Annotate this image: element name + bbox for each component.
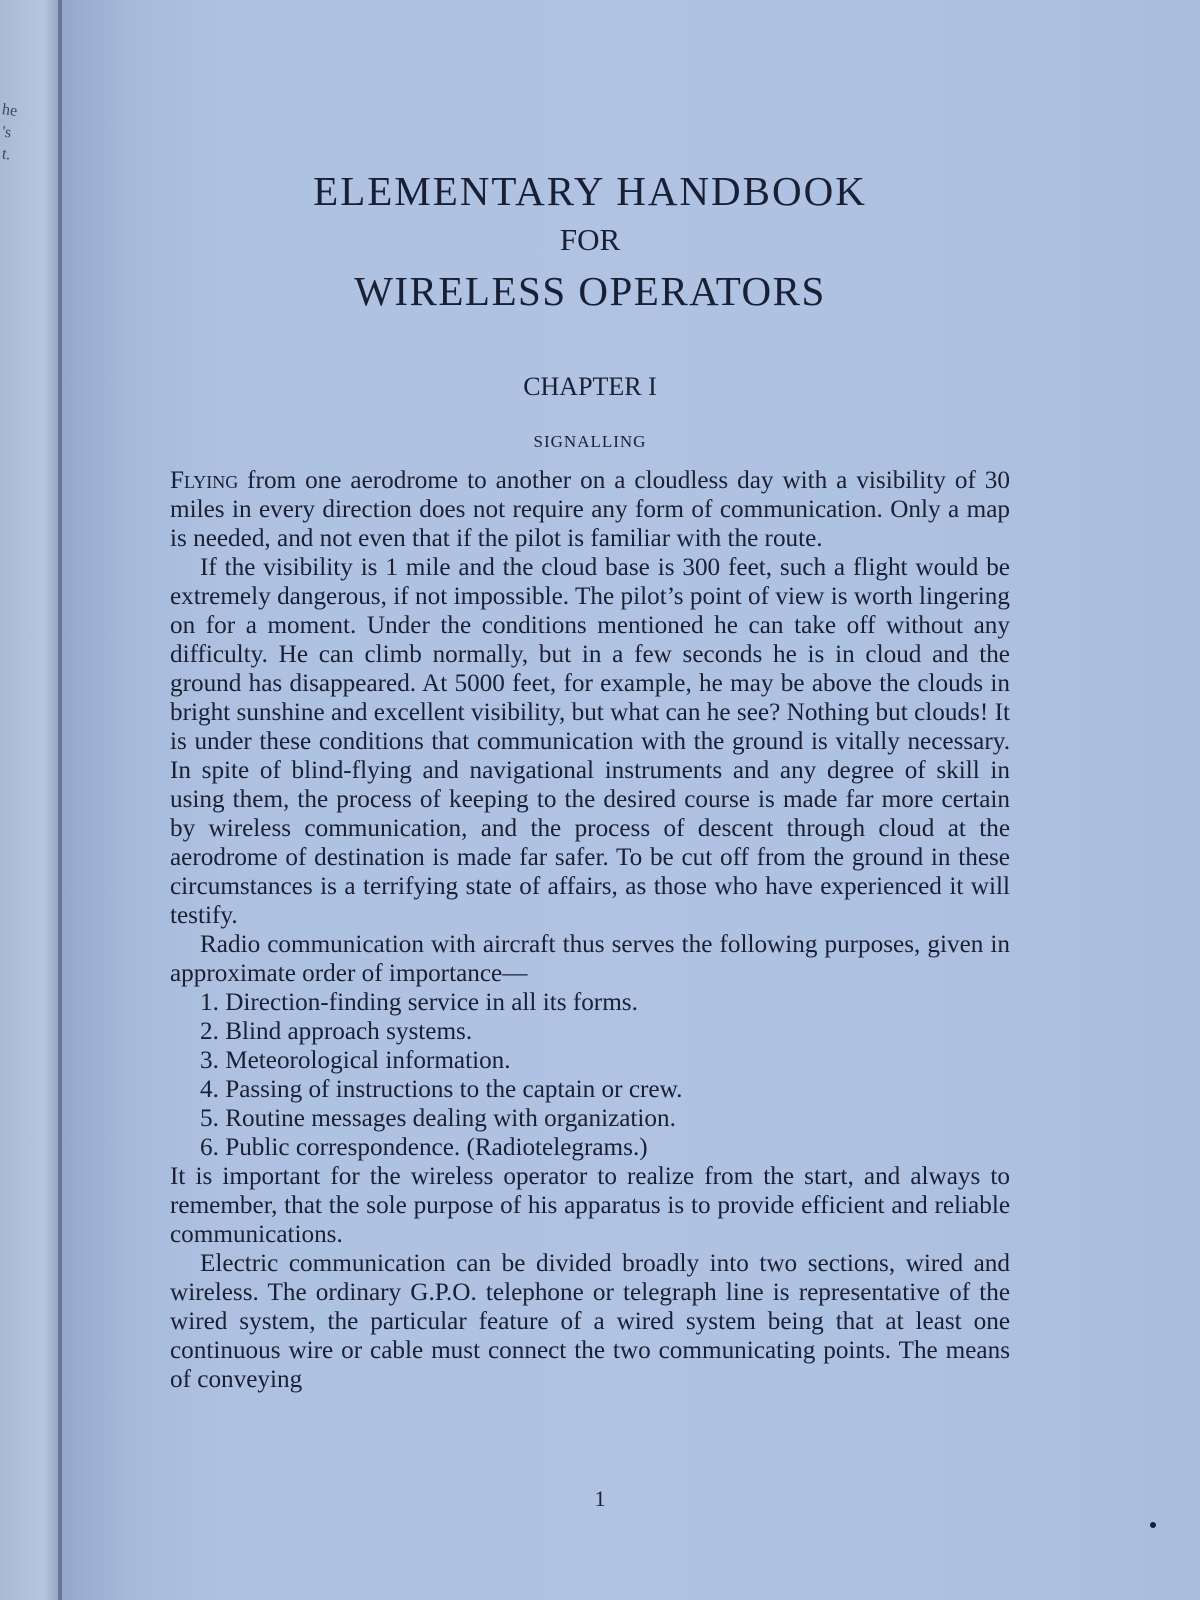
list-item: 2. Blind approach systems.: [200, 1018, 473, 1045]
facing-page-text: he: [0, 101, 19, 120]
paragraph-1-text: from one aerodrome to another on a cloudless day with a visibility of 30 miles in every direction does not require any form of communication. Only a map is needed, and not even that if the pilot is familiar with the route.: [170, 467, 1010, 552]
paragraph-3: Radio communication with aircraft thus serves the following purposes, given in approximate order of importance—: [170, 931, 1010, 987]
purposes-list: [170, 988, 1010, 1162]
body-text: [170, 466, 1010, 1394]
paper-speck: [1150, 1522, 1156, 1528]
paragraph-1: [170, 466, 1010, 553]
facing-page-text: 's: [0, 123, 13, 142]
section-heading: SIGNALLING: [533, 432, 647, 451]
title-line-3: WIRELESS OPERATORS: [354, 268, 826, 314]
list-item: 5. Routine messages dealing with organization.: [200, 1105, 676, 1132]
page-number: 1: [594, 1486, 606, 1511]
book-title: [140, 165, 1040, 317]
chapter-heading: CHAPTER I: [523, 372, 657, 401]
lead-word: Flying: [170, 467, 239, 494]
list-item: 6. Public correspondence. (Radiotelegrams.): [200, 1134, 648, 1161]
title-line-2: FOR: [559, 222, 621, 257]
list-item: 3. Meteorological information.: [200, 1047, 511, 1074]
list-item: 1. Direction-finding service in all its forms.: [200, 989, 638, 1016]
facing-page-edge: [0, 0, 62, 1600]
list-item: 4. Passing of instructions to the captain or crew.: [200, 1076, 683, 1103]
paragraph-2: If the visibility is 1 mile and the cloud base is 300 feet, such a flight would be extremely dangerous, if not impossible. The pilot’s point of view is worth lingering on for a moment. Under the conditions mentioned he can take off without any difficulty. He can climb normally, but in a few seconds he is in cloud and the ground has disappeared. At 5000 feet, for example, he may be above the clouds in bright sunshine and excellent visibility, but what can he see? Nothing but clouds! It is under these conditions that communication with the ground is vitally necessary. In spite of blind-flying and navigational instruments and any degree of skill in using them, the process of keeping to the desired course is made far more certain by wireless communication, and the process of descent through cloud at the aerodrome of destination is made far safer. To be cut off from the ground in these circumstances is a terrifying state of affairs, as those who have experienced it will testify.: [170, 554, 1010, 929]
title-line-1: ELEMENTARY HANDBOOK: [313, 168, 867, 214]
facing-page-text: t.: [0, 145, 12, 164]
paragraph-5: Electric communication can be divided broadly into two sections, wired and wireless. The ordinary G.P.O. telephone or telegraph line is representative of the wired system, the particular feature of a wired system being that at least one continuous wire or cable must connect the two communicating points. The means of conveying: [170, 1250, 1010, 1393]
paragraph-4: It is important for the wireless operator to realize from the start, and always to remember, that the sole purpose of his apparatus is to provide efficient and reliable communications.: [170, 1163, 1010, 1248]
